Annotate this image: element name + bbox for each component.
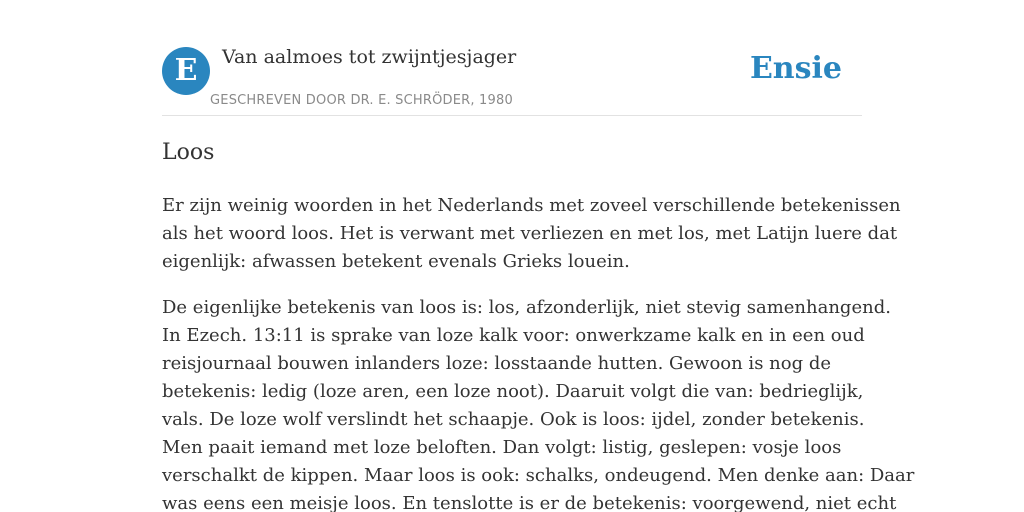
text-line: betekenis: ledig (loze aren, een loze noot). Daaruit volgt die van: bedrieglijk, <box>162 381 864 402</box>
brand-logo-link[interactable]: Ensie <box>749 51 842 86</box>
header <box>162 0 862 116</box>
text-line: was eens een meisje loos. En tenslotte is er de betekenis: voorgewend, niet echt <box>162 493 897 512</box>
byline: GESCHREVEN DOOR DR. E. SCHRÖDER, 1980 <box>210 93 513 108</box>
text-line: als het woord loos. Het is verwant met verliezen en met los, met Latijn luere dat <box>162 223 898 244</box>
paragraph <box>162 192 901 276</box>
text-line: In Ezech. 13:11 is sprake van loze kalk voor: onwerkzame kalk en in een oud <box>162 325 865 346</box>
entry-title: Loos <box>162 140 215 165</box>
paragraph <box>162 294 915 512</box>
text-line: verschalkt de kippen. Maar loos is ook: schalks, ondeugend. Men denke aan: Daar <box>162 465 915 486</box>
book-title-link[interactable]: Van aalmoes tot zwijntjesjager <box>222 46 517 68</box>
book-logo-icon[interactable]: E <box>162 47 210 95</box>
text-line: eigenlijk: afwassen betekent evenals Grieks louein. <box>162 251 630 272</box>
entry-content <box>162 192 915 512</box>
text-line: Men paait iemand met loze beloften. Dan volgt: listig, geslepen: vosje loos <box>162 437 842 458</box>
text-line: De eigenlijke betekenis van loos is: los, afzonderlijk, niet stevig samenhangend. <box>162 297 891 318</box>
text-line: Er zijn weinig woorden in het Nederlands met zoveel verschillende betekenissen <box>162 195 901 216</box>
text-line: reisjournaal bouwen inlanders loze: losstaande hutten. Gewoon is nog de <box>162 353 831 374</box>
text-line: vals. De loze wolf verslindt het schaapje. Ook is loos: ijdel, zonder betekenis. <box>162 409 865 430</box>
